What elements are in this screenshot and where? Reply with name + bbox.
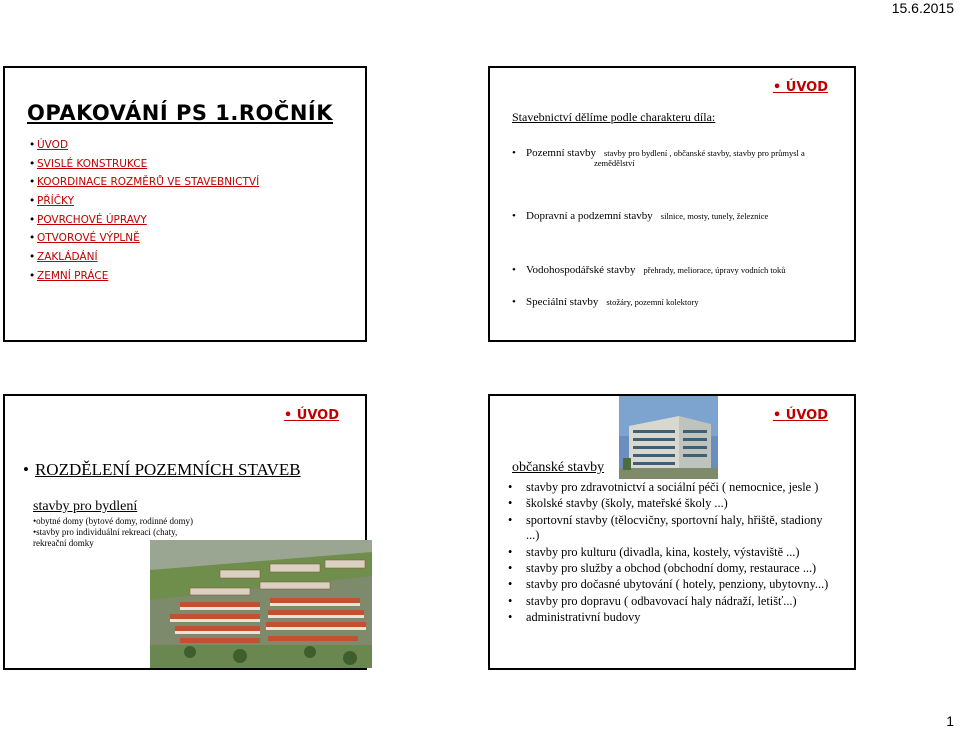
header-date: 15.6.2015 bbox=[891, 0, 954, 16]
category-row: • Speciální stavby stožáry, pozemní kolektory bbox=[512, 296, 699, 308]
list-item: • sportovní stavby (tělocvičny, sportovní haly, hřiště, stadiony ...) bbox=[508, 513, 838, 545]
topic-list bbox=[29, 139, 259, 289]
list-item: •obytné domy (bytové domy, rodinné domy) bbox=[33, 516, 194, 526]
list-item: • stavby pro dočasné ubytování ( hotely, penziony, ubytovny...) bbox=[508, 577, 838, 593]
uvod-link[interactable]: • ÚVOD bbox=[284, 408, 339, 423]
topic-link-uvod[interactable]: • ÚVOD bbox=[29, 139, 259, 158]
list-item: • stavby pro zdravotnictví a sociální péči ( nemocnice, jesle ) bbox=[508, 480, 838, 496]
category-row: • Pozemní stavby stavby pro bydlení , občanské stavby, stavby pro průmysl a bbox=[512, 147, 805, 159]
slide-title: OPAKOVÁNÍ PS 1.ROČNÍK bbox=[27, 101, 333, 125]
list-item: • stavby pro dopravu ( odbavovací haly nádraží, letišť...) bbox=[508, 594, 838, 610]
uvod-link[interactable]: • ÚVOD bbox=[773, 80, 828, 95]
building-type-list bbox=[508, 480, 838, 626]
slide-2 bbox=[488, 66, 856, 342]
slide-heading: Stavebnictví dělíme podle charakteru díla: bbox=[512, 110, 716, 124]
office-building-photo bbox=[619, 396, 718, 479]
list-item: rekreační domky bbox=[33, 538, 94, 548]
list-item: • stavby pro služby a obchod (obchodní domy, restaurace ...) bbox=[508, 561, 838, 577]
slide-4 bbox=[488, 394, 856, 670]
list-item: • školské stavby (školy, mateřské školy ...) bbox=[508, 496, 838, 512]
topic-link-zakladani[interactable]: • ZAKLÁDÁNÍ bbox=[29, 251, 259, 270]
page-number: 1 bbox=[946, 713, 954, 729]
slide-title: • ROZDĚLENÍ POZEMNÍCH STAVEB bbox=[23, 460, 301, 480]
list-item: • stavby pro kulturu (divadla, kina, kostely, výstaviště ...) bbox=[508, 545, 838, 561]
slide-1 bbox=[3, 66, 367, 342]
list-item: • administrativní budovy bbox=[508, 610, 838, 626]
topic-link-koordinace[interactable]: • KOORDINACE ROZMĚRŮ VE STAVEBNICTVÍ bbox=[29, 176, 259, 195]
topic-link-otvorove-vyplne[interactable]: • OTVOROVÉ VÝPLNĚ bbox=[29, 232, 259, 251]
category-detail-cont: zemědělství bbox=[594, 158, 635, 168]
topic-link-pricky[interactable]: • PŘÍČKY bbox=[29, 195, 259, 214]
slide-3 bbox=[3, 394, 367, 670]
section-subtitle: stavby pro bydlení bbox=[33, 499, 138, 514]
aerial-housing-photo bbox=[150, 540, 372, 668]
category-row: • Vodohospodářské stavby přehrady, meliorace, úpravy vodních toků bbox=[512, 264, 786, 276]
topic-link-povrchove-upravy[interactable]: • POVRCHOVÉ ÚPRAVY bbox=[29, 214, 259, 233]
list-item: •stavby pro individuální rekreaci (chaty, bbox=[33, 527, 178, 537]
section-heading: občanské stavby bbox=[512, 460, 605, 475]
uvod-link[interactable]: • ÚVOD bbox=[773, 408, 828, 423]
category-row: • Dopravní a podzemní stavby silnice, mosty, tunely, železnice bbox=[512, 210, 769, 222]
topic-link-zemni-prace[interactable]: • ZEMNÍ PRÁCE bbox=[29, 270, 259, 289]
topic-link-svisle-konstrukce[interactable]: • SVISLÉ KONSTRUKCE bbox=[29, 158, 259, 177]
